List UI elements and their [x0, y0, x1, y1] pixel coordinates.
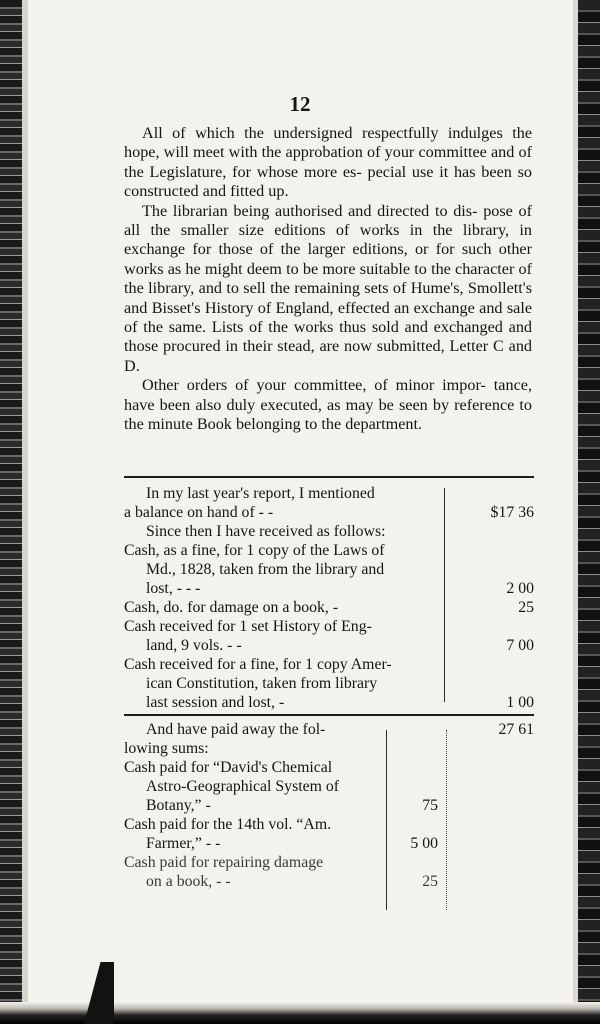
ledger-row: Cash, as a fine, for 1 copy of the Laws of Md., 1828, taken from the library and lost, - - - 2 00 [124, 542, 534, 597]
ledger-amount: $17 36 [490, 504, 534, 521]
ledger-row: Cash, do. for damage on a book, - 25 [124, 599, 534, 616]
account-received [124, 484, 534, 712]
paragraph-librarian-exchange: The librarian being authorised and directed to dis- pose of all the smaller size editions of works in the library, in exchange for those of the larger editions, or for such other works as he might deem to be more suitable to the character of the library, and to sell the remaining sets of Hume's, Smollett's and Bisset's History of England, effected an exchange and sale of the same. Lists of the works thus sold and exchanged and those procured in their stead, are now submitted, Letter C and D. [124, 201, 533, 375]
ledger-amount: 5 00 [410, 835, 438, 852]
page-right-margin [573, 0, 578, 1024]
binding-left-edge [0, 0, 22, 1024]
body-text [124, 124, 532, 435]
ledger-row: Cash received for 1 set History of Eng- land, 9 vols. - - 7 00 [124, 618, 534, 654]
ledger-row: Cash paid for repairing damage on a book, - - 25 [124, 854, 438, 890]
page-left-margin [22, 0, 28, 1024]
binding-right-edge [578, 0, 600, 1024]
account-paid [124, 720, 534, 891]
ledger-row: Cash paid for the 14th vol. “Am. Farmer,” - - 5 00 [124, 816, 438, 852]
ledger-amount: 7 00 [506, 637, 534, 654]
ledger-row: Cash received for a fine, for 1 copy Amer- ican Constitution, taken from library last session and lost, - 1 00 [124, 656, 534, 711]
section-rule-top [124, 476, 534, 478]
page-number: 12 [289, 92, 311, 116]
ledger-amount: 25 [422, 873, 438, 890]
section-rule-total [124, 714, 534, 716]
ledger-amount: 25 [518, 599, 534, 616]
paragraph-minor-orders: Other orders of your committee, of minor impor- tance, have been also duly executed, as may be seen by reference to the minute Book belonging to the department. [124, 376, 533, 434]
ledger-row: And have paid away the fol- lowing sums: 27 61 [124, 721, 534, 757]
ledger-row: Since then I have received as follows: [146, 523, 386, 540]
paragraph-approbation: All of which the undersigned respectfully indulges the hope, will meet with the approbation of your committee and of the Legislature, for whose more es- pecial use it has been so constructed and fitted up. [124, 124, 533, 201]
ledger-amount: 1 00 [506, 694, 534, 711]
ledger-amount: 75 [422, 797, 438, 814]
ledger-total: 27 61 [498, 721, 534, 738]
ledger-amount: 2 00 [506, 580, 534, 597]
scan-corner-shadow [84, 962, 114, 1024]
ledger-row: Cash paid for “David's Chemical Astro-Geographical System of Botany,” - 75 [124, 759, 438, 814]
ledger-row: In my last year's report, I mentioned a balance on hand of - - $17 36 [124, 485, 534, 521]
